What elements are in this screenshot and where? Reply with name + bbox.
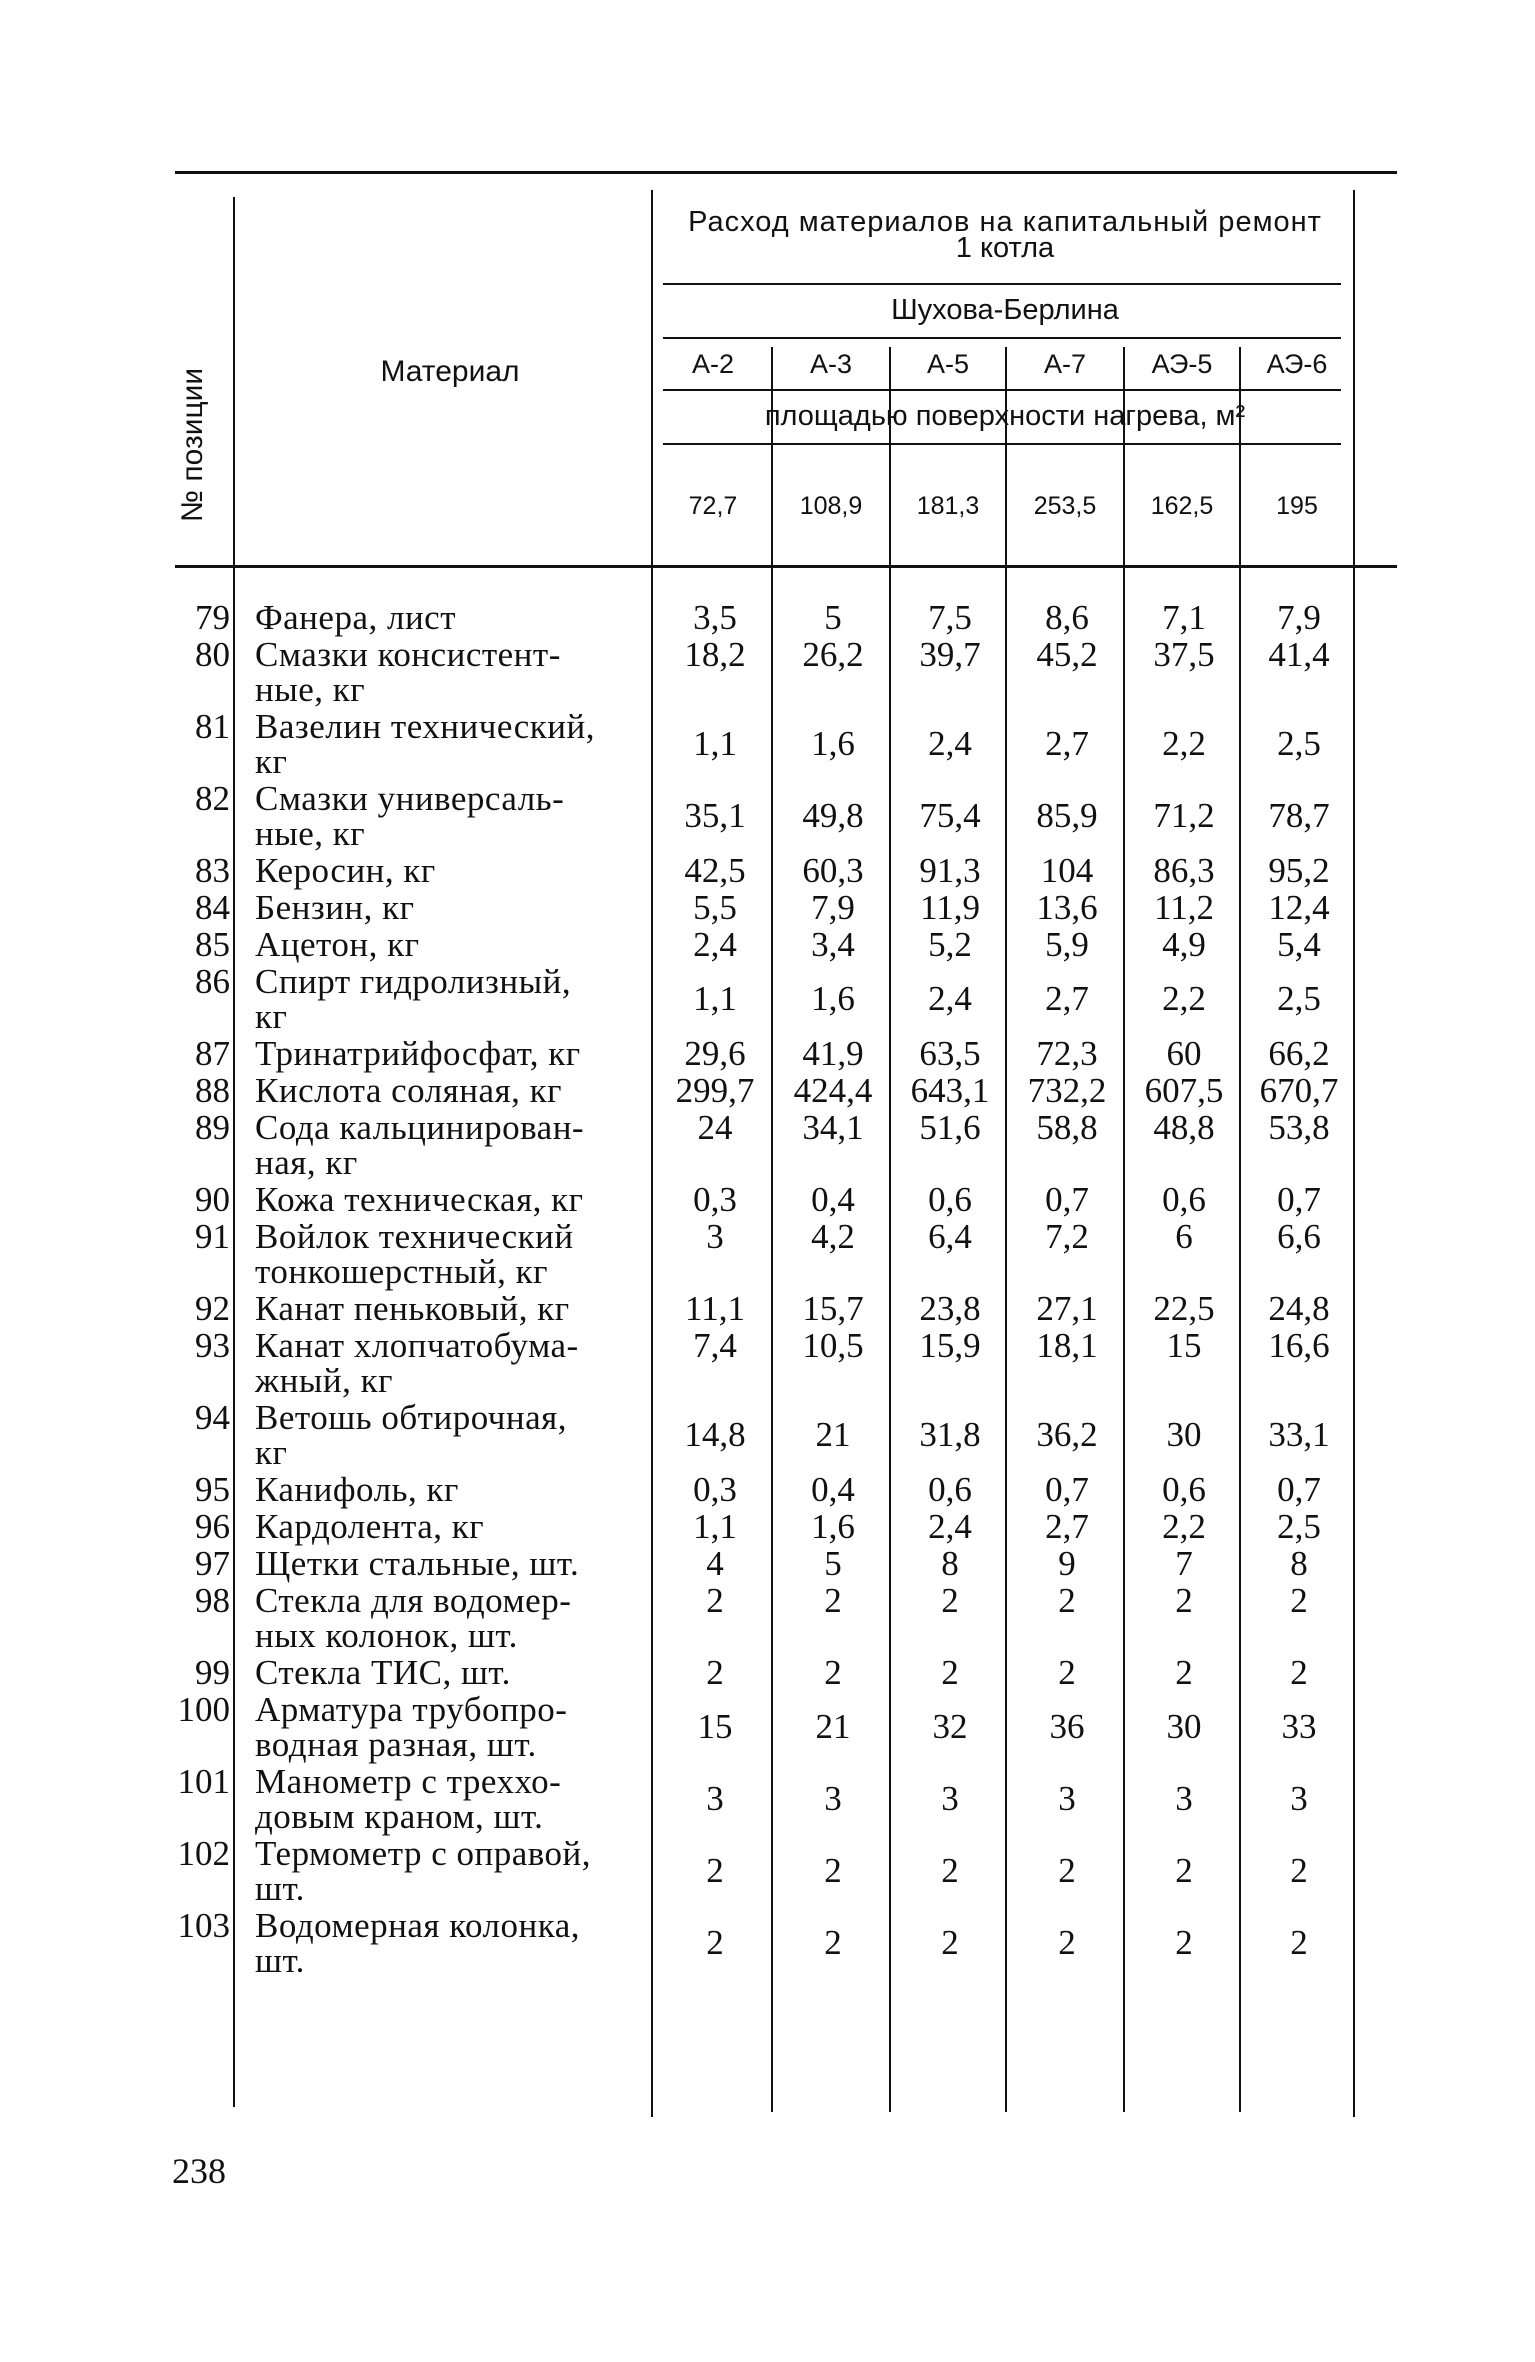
row-value-cell: 670,7 — [1259, 1071, 1339, 1110]
row-value-cell: 36 — [1049, 1707, 1085, 1746]
row-value-cell: 34,1 — [802, 1108, 864, 1147]
row-value-cell: 11,2 — [1154, 888, 1214, 927]
row-position-number: 88 — [195, 1071, 230, 1110]
row-value-cell: 14,8 — [684, 1415, 746, 1454]
row-value-cell: 0,7 — [1277, 1180, 1321, 1219]
row-value-cell: 8,6 — [1045, 598, 1089, 637]
row-value-cell: 2,5 — [1277, 979, 1321, 1018]
row-position-number: 83 — [195, 851, 230, 890]
row-value-cell: 643,1 — [910, 1071, 990, 1110]
row-material-text: Тринатрийфосфат, кг — [255, 1034, 581, 1073]
row-value-cell: 2 — [1175, 1851, 1193, 1890]
row-value-cell: 27,1 — [1036, 1289, 1098, 1328]
row-value-cell: 24,8 — [1268, 1289, 1330, 1328]
page-number: 238 — [172, 2151, 226, 2191]
row-value-cell: 0,3 — [693, 1180, 737, 1219]
area-label-header: площадью поверхности нагрева, м² — [764, 400, 1246, 432]
row-value-cell: 33,1 — [1268, 1415, 1330, 1454]
row-value-cell: 41,9 — [802, 1034, 864, 1073]
row-position-number: 81 — [195, 707, 230, 746]
row-value-cell: 48,8 — [1153, 1108, 1215, 1147]
row-value-cell: 2 — [824, 1581, 842, 1620]
row-material-text: Спирт гидролизный, — [255, 962, 572, 1001]
row-value-cell: 0,6 — [1162, 1470, 1206, 1509]
row-value-cell: 0,6 — [1162, 1180, 1206, 1219]
row-material-text: ная, кг — [255, 1143, 358, 1182]
row-value-cell: 424,4 — [793, 1071, 873, 1110]
row-value-cell: 5,5 — [693, 888, 737, 927]
row-position-number: 102 — [177, 1834, 230, 1873]
row-position-number: 90 — [195, 1180, 230, 1219]
row-value-cell: 78,7 — [1268, 796, 1330, 835]
row-position-number: 101 — [177, 1762, 230, 1801]
row-value-cell: 21 — [815, 1415, 851, 1454]
row-value-cell: 12,4 — [1268, 888, 1330, 927]
row-material-text: водная разная, шт. — [255, 1725, 537, 1764]
row-value-cell: 2 — [1290, 1581, 1308, 1620]
row-value-cell: 0,3 — [693, 1470, 737, 1509]
row-position-number: 97 — [195, 1544, 230, 1583]
row-value-cell: 23,8 — [919, 1289, 981, 1328]
row-material-text: Вазелин технический, — [255, 707, 596, 746]
row-value-cell: 53,8 — [1268, 1108, 1330, 1147]
row-value-cell: 10,5 — [802, 1326, 864, 1365]
row-value-cell: 2,2 — [1162, 979, 1206, 1018]
row-value-cell: 5,9 — [1045, 925, 1089, 964]
row-material-text: ные, кг — [255, 670, 366, 709]
row-value-cell: 2 — [1175, 1653, 1193, 1692]
model-header: А-2 — [691, 349, 735, 379]
row-value-cell: 2,4 — [928, 724, 972, 763]
row-position-number: 85 — [195, 925, 230, 964]
position-column-header: № позиции — [176, 367, 209, 523]
row-material-text: Кожа техническая, кг — [255, 1180, 584, 1219]
row-value-cell: 1,6 — [811, 724, 855, 763]
row-value-cell: 9 — [1058, 1544, 1076, 1583]
row-value-cell: 607,5 — [1144, 1071, 1224, 1110]
row-value-cell: 2 — [706, 1923, 724, 1962]
row-value-cell: 1,1 — [693, 979, 737, 1018]
row-value-cell: 0,6 — [928, 1180, 972, 1219]
row-value-cell: 6,6 — [1277, 1217, 1321, 1256]
row-value-cell: 2 — [824, 1653, 842, 1692]
row-value-cell: 2 — [1290, 1653, 1308, 1692]
row-value-cell: 2,4 — [928, 979, 972, 1018]
row-value-cell: 2 — [706, 1851, 724, 1890]
row-value-cell: 35,1 — [684, 796, 746, 835]
rule-under-boiler-type — [663, 337, 1341, 339]
row-value-cell: 41,4 — [1268, 635, 1330, 674]
row-value-cell: 37,5 — [1153, 635, 1215, 674]
row-value-cell: 86,3 — [1153, 851, 1215, 890]
row-value-cell: 2 — [1290, 1923, 1308, 1962]
row-value-cell: 0,7 — [1045, 1180, 1089, 1219]
row-value-cell: 0,4 — [811, 1180, 855, 1219]
row-value-cell: 4,9 — [1162, 925, 1206, 964]
row-position-number: 94 — [195, 1398, 230, 1437]
vline-c2 — [889, 347, 891, 2112]
row-value-cell: 732,2 — [1027, 1071, 1107, 1110]
vline-c1 — [771, 347, 773, 2112]
row-value-cell: 32 — [932, 1707, 968, 1746]
row-value-cell: 2 — [941, 1581, 959, 1620]
row-value-cell: 7,1 — [1162, 598, 1206, 637]
row-position-number: 91 — [195, 1217, 230, 1256]
row-material-text: Термометр с оправой, — [255, 1834, 592, 1873]
row-value-cell: 2,4 — [928, 1507, 972, 1546]
row-material-text: Кислота соляная, кг — [255, 1071, 562, 1110]
row-material-text: тонкошерстный, кг — [255, 1252, 548, 1291]
row-material-text: кг — [255, 997, 288, 1036]
row-value-cell: 2 — [1058, 1923, 1076, 1962]
model-header: АЭ-6 — [1266, 349, 1328, 379]
row-value-cell: 1,6 — [811, 979, 855, 1018]
row-value-cell: 6 — [1175, 1217, 1193, 1256]
row-value-cell: 0,7 — [1045, 1470, 1089, 1509]
row-value-cell: 45,2 — [1036, 635, 1098, 674]
vline-c4 — [1123, 347, 1125, 2112]
row-value-cell: 42,5 — [684, 851, 746, 890]
row-position-number: 99 — [195, 1653, 230, 1692]
row-value-cell: 72,3 — [1036, 1034, 1098, 1073]
top-rule — [175, 171, 1397, 174]
area-value: 195 — [1276, 492, 1318, 520]
row-value-cell: 2 — [1058, 1851, 1076, 1890]
row-position-number: 89 — [195, 1108, 230, 1147]
row-value-cell: 51,6 — [919, 1108, 981, 1147]
model-header: АЭ-5 — [1151, 349, 1213, 379]
model-header: А-5 — [926, 349, 970, 379]
row-value-cell: 60 — [1166, 1034, 1202, 1073]
area-value: 181,3 — [916, 492, 980, 520]
row-value-cell: 63,5 — [919, 1034, 981, 1073]
row-value-cell: 22,5 — [1153, 1289, 1215, 1328]
row-value-cell: 66,2 — [1268, 1034, 1330, 1073]
row-value-cell: 2,7 — [1045, 979, 1089, 1018]
row-value-cell: 85,9 — [1036, 796, 1098, 835]
row-position-number: 82 — [195, 779, 230, 818]
vline-right — [1353, 190, 1355, 2117]
row-value-cell: 2,2 — [1162, 1507, 1206, 1546]
row-value-cell: 31,8 — [919, 1415, 981, 1454]
model-header: А-7 — [1043, 349, 1087, 379]
row-value-cell: 104 — [1040, 851, 1094, 890]
row-material-text: Щетки стальные, шт. — [255, 1544, 580, 1583]
row-value-cell: 2,5 — [1277, 1507, 1321, 1546]
row-value-cell: 26,2 — [802, 635, 864, 674]
row-value-cell: 11,1 — [685, 1289, 745, 1328]
row-value-cell: 0,4 — [811, 1470, 855, 1509]
row-material-text: кг — [255, 742, 288, 781]
row-position-number: 86 — [195, 962, 230, 1001]
row-material-text: Стекла для водомер- — [255, 1581, 572, 1620]
row-value-cell: 2 — [1175, 1581, 1193, 1620]
row-material-text: шт. — [255, 1941, 305, 1980]
vline-position — [233, 197, 235, 2107]
model-header: А-3 — [809, 349, 853, 379]
row-material-text: Войлок технический — [255, 1217, 574, 1256]
row-value-cell: 3,4 — [811, 925, 855, 964]
header-bottom-rule — [175, 565, 1397, 568]
row-material-text: шт. — [255, 1869, 305, 1908]
row-material-text: Ацетон, кг — [255, 925, 420, 964]
row-value-cell: 15,7 — [802, 1289, 864, 1328]
material-column-header: Материал — [380, 355, 520, 388]
row-value-cell: 2,7 — [1045, 724, 1089, 763]
row-value-cell: 2 — [824, 1923, 842, 1962]
row-value-cell: 5 — [824, 598, 842, 637]
row-value-cell: 5,2 — [928, 925, 972, 964]
row-value-cell: 33 — [1281, 1707, 1317, 1746]
row-material-text: Арматура трубопро- — [255, 1690, 568, 1729]
vline-c5 — [1239, 347, 1241, 2112]
row-material-text: ных колонок, шт. — [255, 1616, 518, 1655]
row-value-cell: 5,4 — [1277, 925, 1321, 964]
row-position-number: 98 — [195, 1581, 230, 1620]
area-value: 253,5 — [1033, 492, 1097, 520]
row-value-cell: 18,1 — [1036, 1326, 1098, 1365]
row-material-text: Смазки универсаль- — [255, 779, 565, 818]
row-value-cell: 2 — [1058, 1581, 1076, 1620]
row-position-number: 92 — [195, 1289, 230, 1328]
row-material-text: Водомерная колонка, — [255, 1906, 580, 1945]
row-material-text: Ветошь обтирочная, — [255, 1398, 568, 1437]
row-value-cell: 30 — [1166, 1707, 1202, 1746]
row-value-cell: 13,6 — [1036, 888, 1098, 927]
row-material-text: Манометр с треххо- — [255, 1762, 562, 1801]
row-value-cell: 7,2 — [1045, 1217, 1089, 1256]
row-value-cell: 6,4 — [928, 1217, 972, 1256]
row-value-cell: 4,2 — [811, 1217, 855, 1256]
row-material-text: ные, кг — [255, 814, 366, 853]
row-value-cell: 1,1 — [693, 724, 737, 763]
row-value-cell: 15,9 — [919, 1326, 981, 1365]
row-material-text: жный, кг — [255, 1361, 394, 1400]
row-value-cell: 7,5 — [928, 598, 972, 637]
row-position-number: 80 — [195, 635, 230, 674]
row-value-cell: 2,5 — [1277, 724, 1321, 763]
row-position-number: 84 — [195, 888, 230, 927]
row-value-cell: 2 — [1175, 1923, 1193, 1962]
row-value-cell: 36,2 — [1036, 1415, 1098, 1454]
row-value-cell: 7 — [1175, 1544, 1193, 1583]
row-value-cell: 2,4 — [693, 925, 737, 964]
row-value-cell: 39,7 — [919, 635, 981, 674]
row-value-cell: 3 — [824, 1779, 842, 1818]
row-value-cell: 3 — [1175, 1779, 1193, 1818]
area-value: 162,5 — [1150, 492, 1214, 520]
row-value-cell: 2 — [941, 1851, 959, 1890]
row-value-cell: 2 — [941, 1653, 959, 1692]
row-value-cell: 18,2 — [684, 635, 746, 674]
vline-c3 — [1005, 347, 1007, 2112]
row-material-text: Кардолента, кг — [255, 1507, 485, 1546]
area-value: 72,7 — [688, 492, 738, 520]
row-value-cell: 0,6 — [928, 1470, 972, 1509]
header-title-line2: 1 котла — [955, 232, 1055, 264]
row-value-cell: 2 — [824, 1851, 842, 1890]
row-value-cell: 3,5 — [693, 598, 737, 637]
row-value-cell: 4 — [706, 1544, 724, 1583]
row-value-cell: 5 — [824, 1544, 842, 1583]
boiler-type-header: Шухова-Берлина — [891, 294, 1119, 326]
row-position-number: 96 — [195, 1507, 230, 1546]
row-position-number: 100 — [177, 1690, 230, 1729]
row-value-cell: 2,7 — [1045, 1507, 1089, 1546]
row-value-cell: 1,6 — [811, 1507, 855, 1546]
row-value-cell: 71,2 — [1153, 796, 1215, 835]
row-value-cell: 75,4 — [919, 796, 981, 835]
row-value-cell: 0,7 — [1277, 1470, 1321, 1509]
row-position-number: 87 — [195, 1034, 230, 1073]
rule-under-title — [663, 283, 1341, 285]
row-material-text: Смазки консистент- — [255, 635, 561, 674]
row-material-text: Керосин, кг — [255, 851, 436, 890]
row-material-text: Канат хлопчатобума- — [255, 1326, 579, 1365]
row-material-text: довым краном, шт. — [255, 1797, 544, 1836]
row-value-cell: 3 — [941, 1779, 959, 1818]
row-value-cell: 15 — [697, 1707, 733, 1746]
row-material-text: Стекла ТИС, шт. — [255, 1653, 511, 1692]
row-value-cell: 24 — [697, 1108, 733, 1147]
row-position-number: 93 — [195, 1326, 230, 1365]
row-material-text: кг — [255, 1433, 288, 1472]
row-value-cell: 60,3 — [802, 851, 864, 890]
row-value-cell: 7,9 — [1277, 598, 1321, 637]
row-material-text: Фанера, лист — [255, 598, 457, 637]
row-position-number: 103 — [177, 1906, 230, 1945]
row-value-cell: 299,7 — [675, 1071, 755, 1110]
row-value-cell: 30 — [1166, 1415, 1202, 1454]
row-value-cell: 2 — [706, 1653, 724, 1692]
row-material-text: Канифоль, кг — [255, 1470, 459, 1509]
row-value-cell: 7,9 — [811, 888, 855, 927]
area-value: 108,9 — [799, 492, 863, 520]
header-title-line1: Расход материалов на капитальный ремонт — [688, 206, 1322, 238]
row-value-cell: 1,1 — [693, 1507, 737, 1546]
row-value-cell: 11,9 — [920, 888, 980, 927]
row-value-cell: 91,3 — [919, 851, 981, 890]
row-value-cell: 2 — [1058, 1653, 1076, 1692]
row-value-cell: 2 — [706, 1581, 724, 1620]
row-value-cell: 3 — [1290, 1779, 1308, 1818]
row-value-cell: 21 — [815, 1707, 851, 1746]
row-material-text: Канат пеньковый, кг — [255, 1289, 570, 1328]
row-value-cell: 3 — [1058, 1779, 1076, 1818]
row-value-cell: 16,6 — [1268, 1326, 1330, 1365]
row-value-cell: 95,2 — [1268, 851, 1330, 890]
row-value-cell: 2 — [1290, 1851, 1308, 1890]
row-value-cell: 29,6 — [684, 1034, 746, 1073]
row-value-cell: 15 — [1166, 1326, 1202, 1365]
row-value-cell: 8 — [1290, 1544, 1308, 1583]
row-value-cell: 58,8 — [1036, 1108, 1098, 1147]
row-value-cell: 8 — [941, 1544, 959, 1583]
row-value-cell: 7,4 — [693, 1326, 737, 1365]
row-value-cell: 3 — [706, 1779, 724, 1818]
row-position-number: 79 — [195, 598, 230, 637]
row-value-cell: 49,8 — [802, 796, 864, 835]
row-material-text: Бензин, кг — [255, 888, 415, 927]
vline-material — [651, 190, 653, 2117]
row-value-cell: 2,2 — [1162, 724, 1206, 763]
row-position-number: 95 — [195, 1470, 230, 1509]
row-value-cell: 3 — [706, 1217, 724, 1256]
row-material-text: Сода кальцинирован- — [255, 1108, 585, 1147]
row-value-cell: 2 — [941, 1923, 959, 1962]
